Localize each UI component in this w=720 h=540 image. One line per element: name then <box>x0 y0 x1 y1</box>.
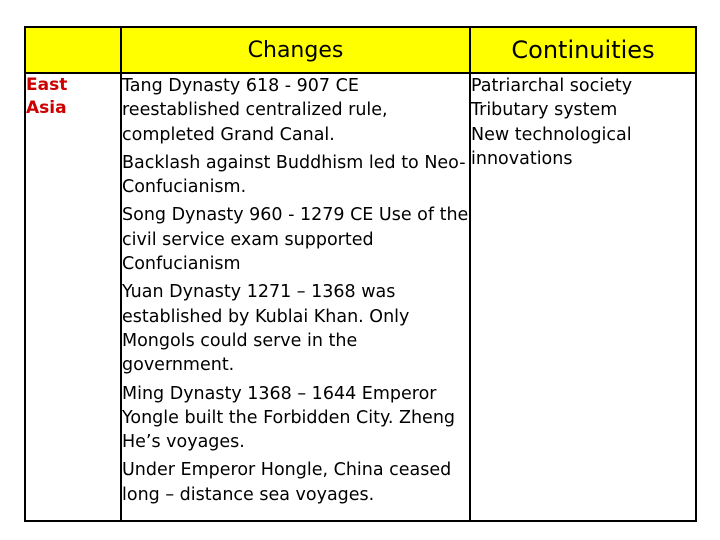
change-ming: Ming Dynasty 1368 – 1644 Emperor Yongle built the Forbidden City. Zheng He’s voyages. <box>122 383 456 453</box>
continuity-patriarchal: Patriarchal society <box>471 76 633 96</box>
header-changes-cell <box>121 27 470 73</box>
change-yuan: Yuan Dynasty 1271 – 1368 was established by Kublai Khan. Only Mongols could serve in the government. <box>122 282 410 376</box>
change-hongle: Under Emperor Hongle, China ceased long – distance sea voyages. <box>122 460 452 505</box>
header-empty-cell <box>25 27 121 73</box>
header-changes-label: Changes <box>247 37 344 63</box>
region-cell <box>25 73 121 521</box>
change-buddhism-backlash: Backlash against Buddhism led to Neo-Confucianism. <box>122 152 466 198</box>
continuity-technology: New technological innovations <box>471 124 632 169</box>
table-row <box>25 73 696 521</box>
header-continuities-label: Continuities <box>511 36 655 64</box>
change-song: Song Dynasty 960 - 1279 CE Use of the civil service exam supported Confucianism <box>122 205 469 275</box>
header-continuities-cell <box>470 27 696 73</box>
header-row <box>25 27 696 73</box>
continuity-tributary: Tributary system <box>471 100 618 121</box>
region-label-line1: East <box>26 75 68 95</box>
comparison-table <box>24 26 697 522</box>
region-label-line2: Asia <box>26 98 67 118</box>
change-tang: Tang Dynasty 618 - 907 CE reestablished centralized rule, completed Grand Canal. <box>122 76 388 145</box>
changes-cell <box>121 73 470 521</box>
continuities-cell <box>470 73 696 521</box>
